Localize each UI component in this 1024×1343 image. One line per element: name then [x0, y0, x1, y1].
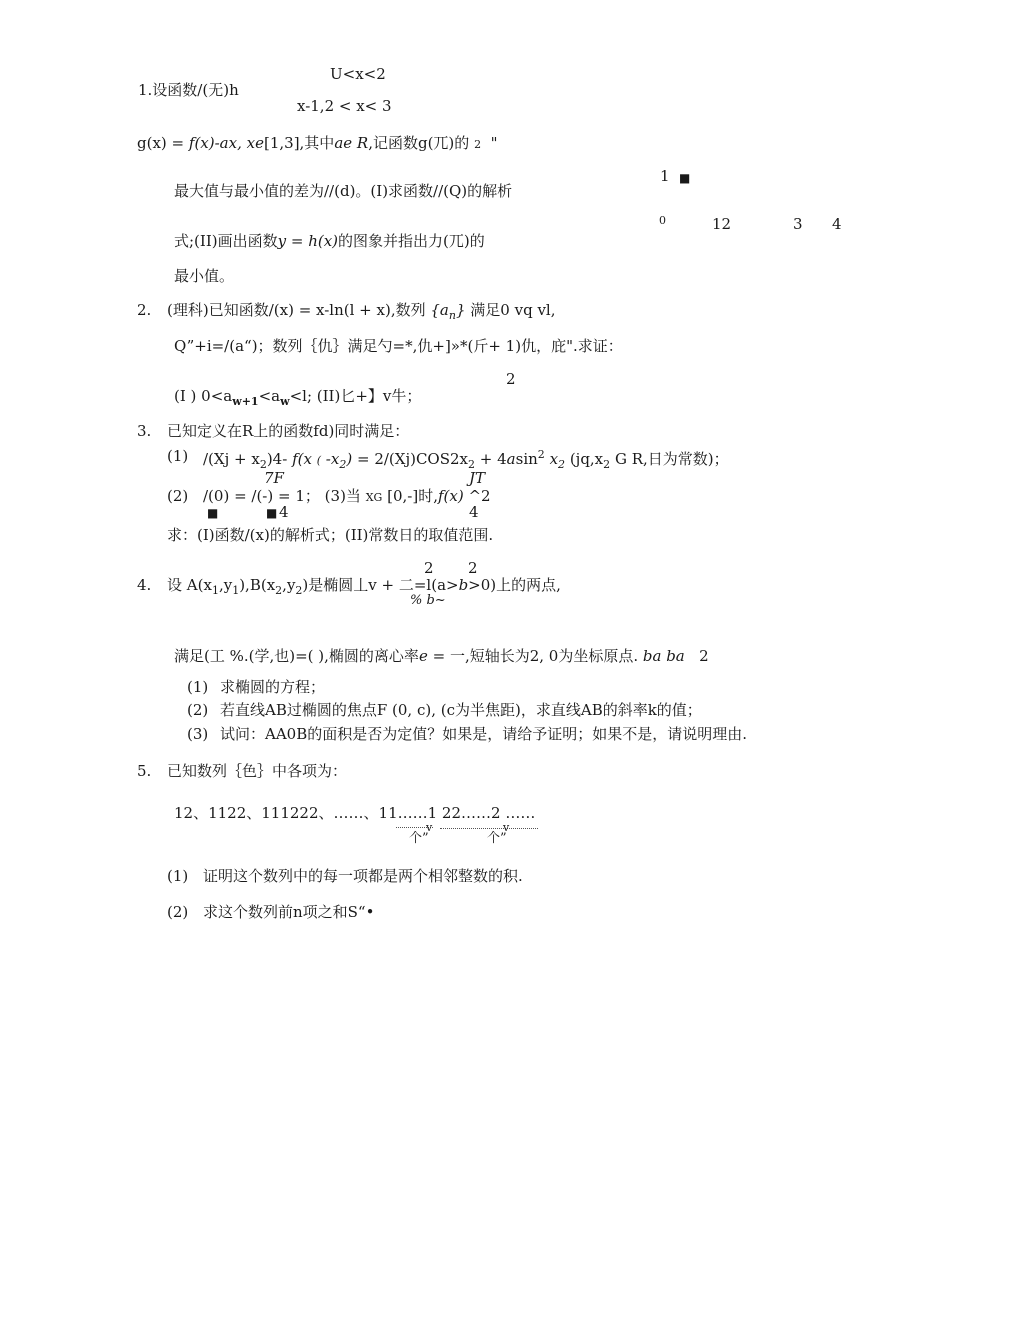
- below-denominator-b: 4: [469, 503, 479, 521]
- fraction-top-2b: 2: [468, 559, 478, 577]
- p3-cond1-number: (1): [167, 447, 189, 465]
- p5-q2: 求这个数列前n项之和S“•: [203, 903, 375, 921]
- p5-q1-number: (1): [167, 867, 189, 885]
- graph-origin: 0: [659, 214, 666, 227]
- fraction-top-2: JT: [469, 469, 486, 487]
- square-icon: ■: [266, 506, 278, 520]
- p4-line1: 设 $A(x_1,y_1),B(x_2,y_2)$是椭圆丄v + 二=l(a>b>0)上的两点,: [167, 576, 561, 597]
- p2-line3: (I ) $0<a_{w+1}<a_w<l$; (II)匕+】v牛；: [174, 387, 422, 408]
- underbrace-label-1: 个”: [409, 831, 429, 846]
- p5-number: 5.: [137, 762, 152, 780]
- piecewise-top: U<x<2: [330, 65, 386, 83]
- p4-q2: 若直线AB过椭圆的焦点F (0, c), (c为半焦距)，求直线AB的斜率k的值；: [220, 701, 702, 719]
- p1-line3: 最大值与最小值的差为//(d)。(I)求函数//(Q)的解析: [174, 182, 513, 200]
- below-denominator-a: 4: [279, 503, 289, 521]
- p4-number: 4.: [137, 576, 152, 594]
- p4-line2: 满足(工 %.(学,也)=( ),椭圆的离心率e = 一,短轴长为2, 0为坐标原点. ba ba 2: [174, 647, 709, 665]
- p3-cond2: /(0) = /(-) = 1； (3)当 XG [0,-]时,f(x) ^2: [203, 487, 491, 505]
- underbrace-label-2: 个”: [487, 831, 507, 846]
- graph-axis-label: 1: [660, 167, 670, 185]
- p4-q3-number: (3): [187, 725, 209, 743]
- p4-q2-number: (2): [187, 701, 209, 719]
- p2-line2: Q”+i=/(a“)；数列｛仇｝满足勺=*,仇+]»*(斤+ 1)仇，庇".求证：: [174, 337, 623, 355]
- underbrace-2: [440, 828, 538, 829]
- p1-line4: 式;(II)画出函数y = h(x)的图象并指出力(兀)的: [174, 232, 485, 250]
- p3-cond1: $/(Xj + x_2)4-$ f(x ( $-x_2) = 2/(Xj)COS2x_2 + 4asin^2$ $x_2$ ($jq,x_2$ G R,日为常数)；: [203, 448, 729, 471]
- square-icon: ■: [207, 506, 219, 520]
- p4-q3: 试问：AA0B的面积是否为定值？如果是，请给予证明；如果不是，请说明理由.: [220, 725, 748, 743]
- fraction-top-1: 7F: [264, 469, 284, 487]
- p5-line1: 已知数列｛色｝中各项为：: [167, 762, 348, 780]
- p1-line5: 最小值。: [174, 267, 235, 285]
- underbrace-mark-1: v: [426, 821, 433, 834]
- graph-tick-4: 4: [832, 215, 842, 233]
- p5-q2-number: (2): [167, 903, 189, 921]
- p1-lead: 1.设函数/(无)h: [138, 81, 239, 99]
- p2-number-2: 2: [506, 370, 516, 388]
- p2-number: 2.: [137, 301, 152, 319]
- underbrace-mark-2: v: [503, 821, 510, 834]
- fraction-bottom: % b~: [410, 593, 446, 608]
- piecewise-bottom: x-1,2 < x< 3: [297, 97, 392, 115]
- p3-line1: 已知定义在R上的函数fd)同时满足：: [167, 422, 410, 440]
- graph-tick-3: 3: [793, 215, 803, 233]
- p5-q1: 证明这个数列中的每一项都是两个相邻整数的积.: [203, 867, 523, 885]
- square-icon: ■: [679, 171, 691, 185]
- graph-tick-12: 12: [712, 215, 732, 233]
- sequence: 12、1122、111222、……、11……1 22……2 ……: [174, 804, 536, 822]
- p1-line2: g(x) = f(x)-ax, xe[1,3],其中ae R,记函数g(兀)的 2 ": [137, 134, 498, 152]
- p3-number: 3.: [137, 422, 152, 440]
- p4-q1-number: (1): [187, 678, 209, 696]
- fraction-top-2a: 2: [424, 559, 434, 577]
- p3-cond2-number: (2): [167, 487, 189, 505]
- p3-ask: 求：(I)函数/(x)的解析式；(II)常数日的取值范围.: [167, 526, 494, 544]
- p2-line1: (理科)已知函数/(x) = x-ln(l + x),数列 $\{a_n\}$ 满足0 vq vl,: [167, 301, 556, 322]
- p4-q1: 求椭圆的方程；: [220, 678, 326, 696]
